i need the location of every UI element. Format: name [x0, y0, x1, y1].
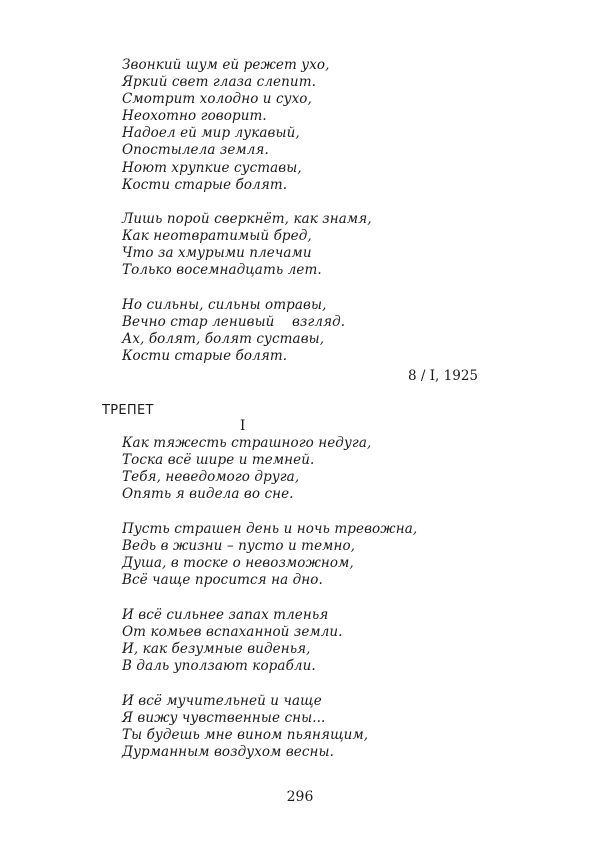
verse-line: Всё чаще просится на дно. [122, 572, 323, 589]
verse-line: Тебя, неведомого друга, [122, 469, 300, 486]
section-number: I [240, 418, 246, 434]
verse-line: Опостылела земля. [122, 142, 269, 159]
stanza-3 [122, 297, 345, 365]
verse-line: В даль уползают корабли. [122, 658, 316, 675]
verse-line: И всё сильнее запах тленья [122, 607, 329, 623]
verse-line: Ах, болят, болят суставы, [122, 331, 325, 348]
verse-line: Кости старые болят. [122, 176, 288, 193]
verse-line: Вечно стар ленивый взгляд. [122, 314, 346, 331]
stanza-7 [122, 693, 368, 761]
verse-line: Душа, в тоске о невозможном, [122, 555, 354, 572]
verse-line: Звонкий шум ей режет ухо, [122, 57, 330, 73]
verse-line: Опять я видела во сне. [122, 486, 294, 503]
verse-line: И всё мучительней и чаще [122, 693, 322, 709]
verse-line: Неохотно говорит. [122, 108, 267, 125]
verse-line: Что за хмурыми плечами [122, 245, 312, 262]
verse-line: Только восемнадцать лет. [122, 262, 322, 279]
verse-line: От комьев вспаханной земли. [122, 624, 343, 641]
verse-line: Дурманным воздухом весны. [122, 744, 335, 761]
stanza-1 [122, 57, 330, 194]
verse-line: Как тяжесть страшного недуга, [122, 435, 372, 451]
page-number: 296 [286, 789, 314, 805]
poem-date: 8 / I, 1925 [408, 368, 478, 384]
stanza-4 [122, 435, 371, 503]
verse-line: И, как безумные виденья, [122, 641, 311, 658]
verse-line: Смотрит холодно и сухо, [122, 91, 312, 108]
stanza-6 [122, 607, 343, 675]
stanza-2 [122, 211, 372, 279]
verse-line: Ведь в жизни – пусто и темно, [122, 538, 356, 555]
verse-line: Лишь порой сверкнёт, как знамя, [122, 211, 372, 227]
verse-line: Ты будешь мне вином пьянящим, [122, 727, 369, 744]
verse-line: Как неотвратимый бред, [122, 228, 312, 245]
verse-line: Пусть страшен день и ночь тревожна, [122, 521, 418, 537]
verse-line: Яркий свет глаза слепит. [122, 74, 316, 91]
verse-line: Ноют хрупкие суставы, [122, 159, 302, 176]
poem-title: ТРЕПЕТ [102, 403, 154, 418]
verse-line: Тоска всё шире и темней. [122, 452, 315, 469]
stanza-5 [122, 521, 417, 589]
verse-line: Кости старые болят. [122, 348, 288, 365]
verse-line: Надоел ей мир лукавый, [122, 125, 300, 142]
verse-line: Но сильны, сильны отравы, [122, 297, 327, 313]
verse-line: Я вижу чувственные сны... [122, 710, 326, 727]
